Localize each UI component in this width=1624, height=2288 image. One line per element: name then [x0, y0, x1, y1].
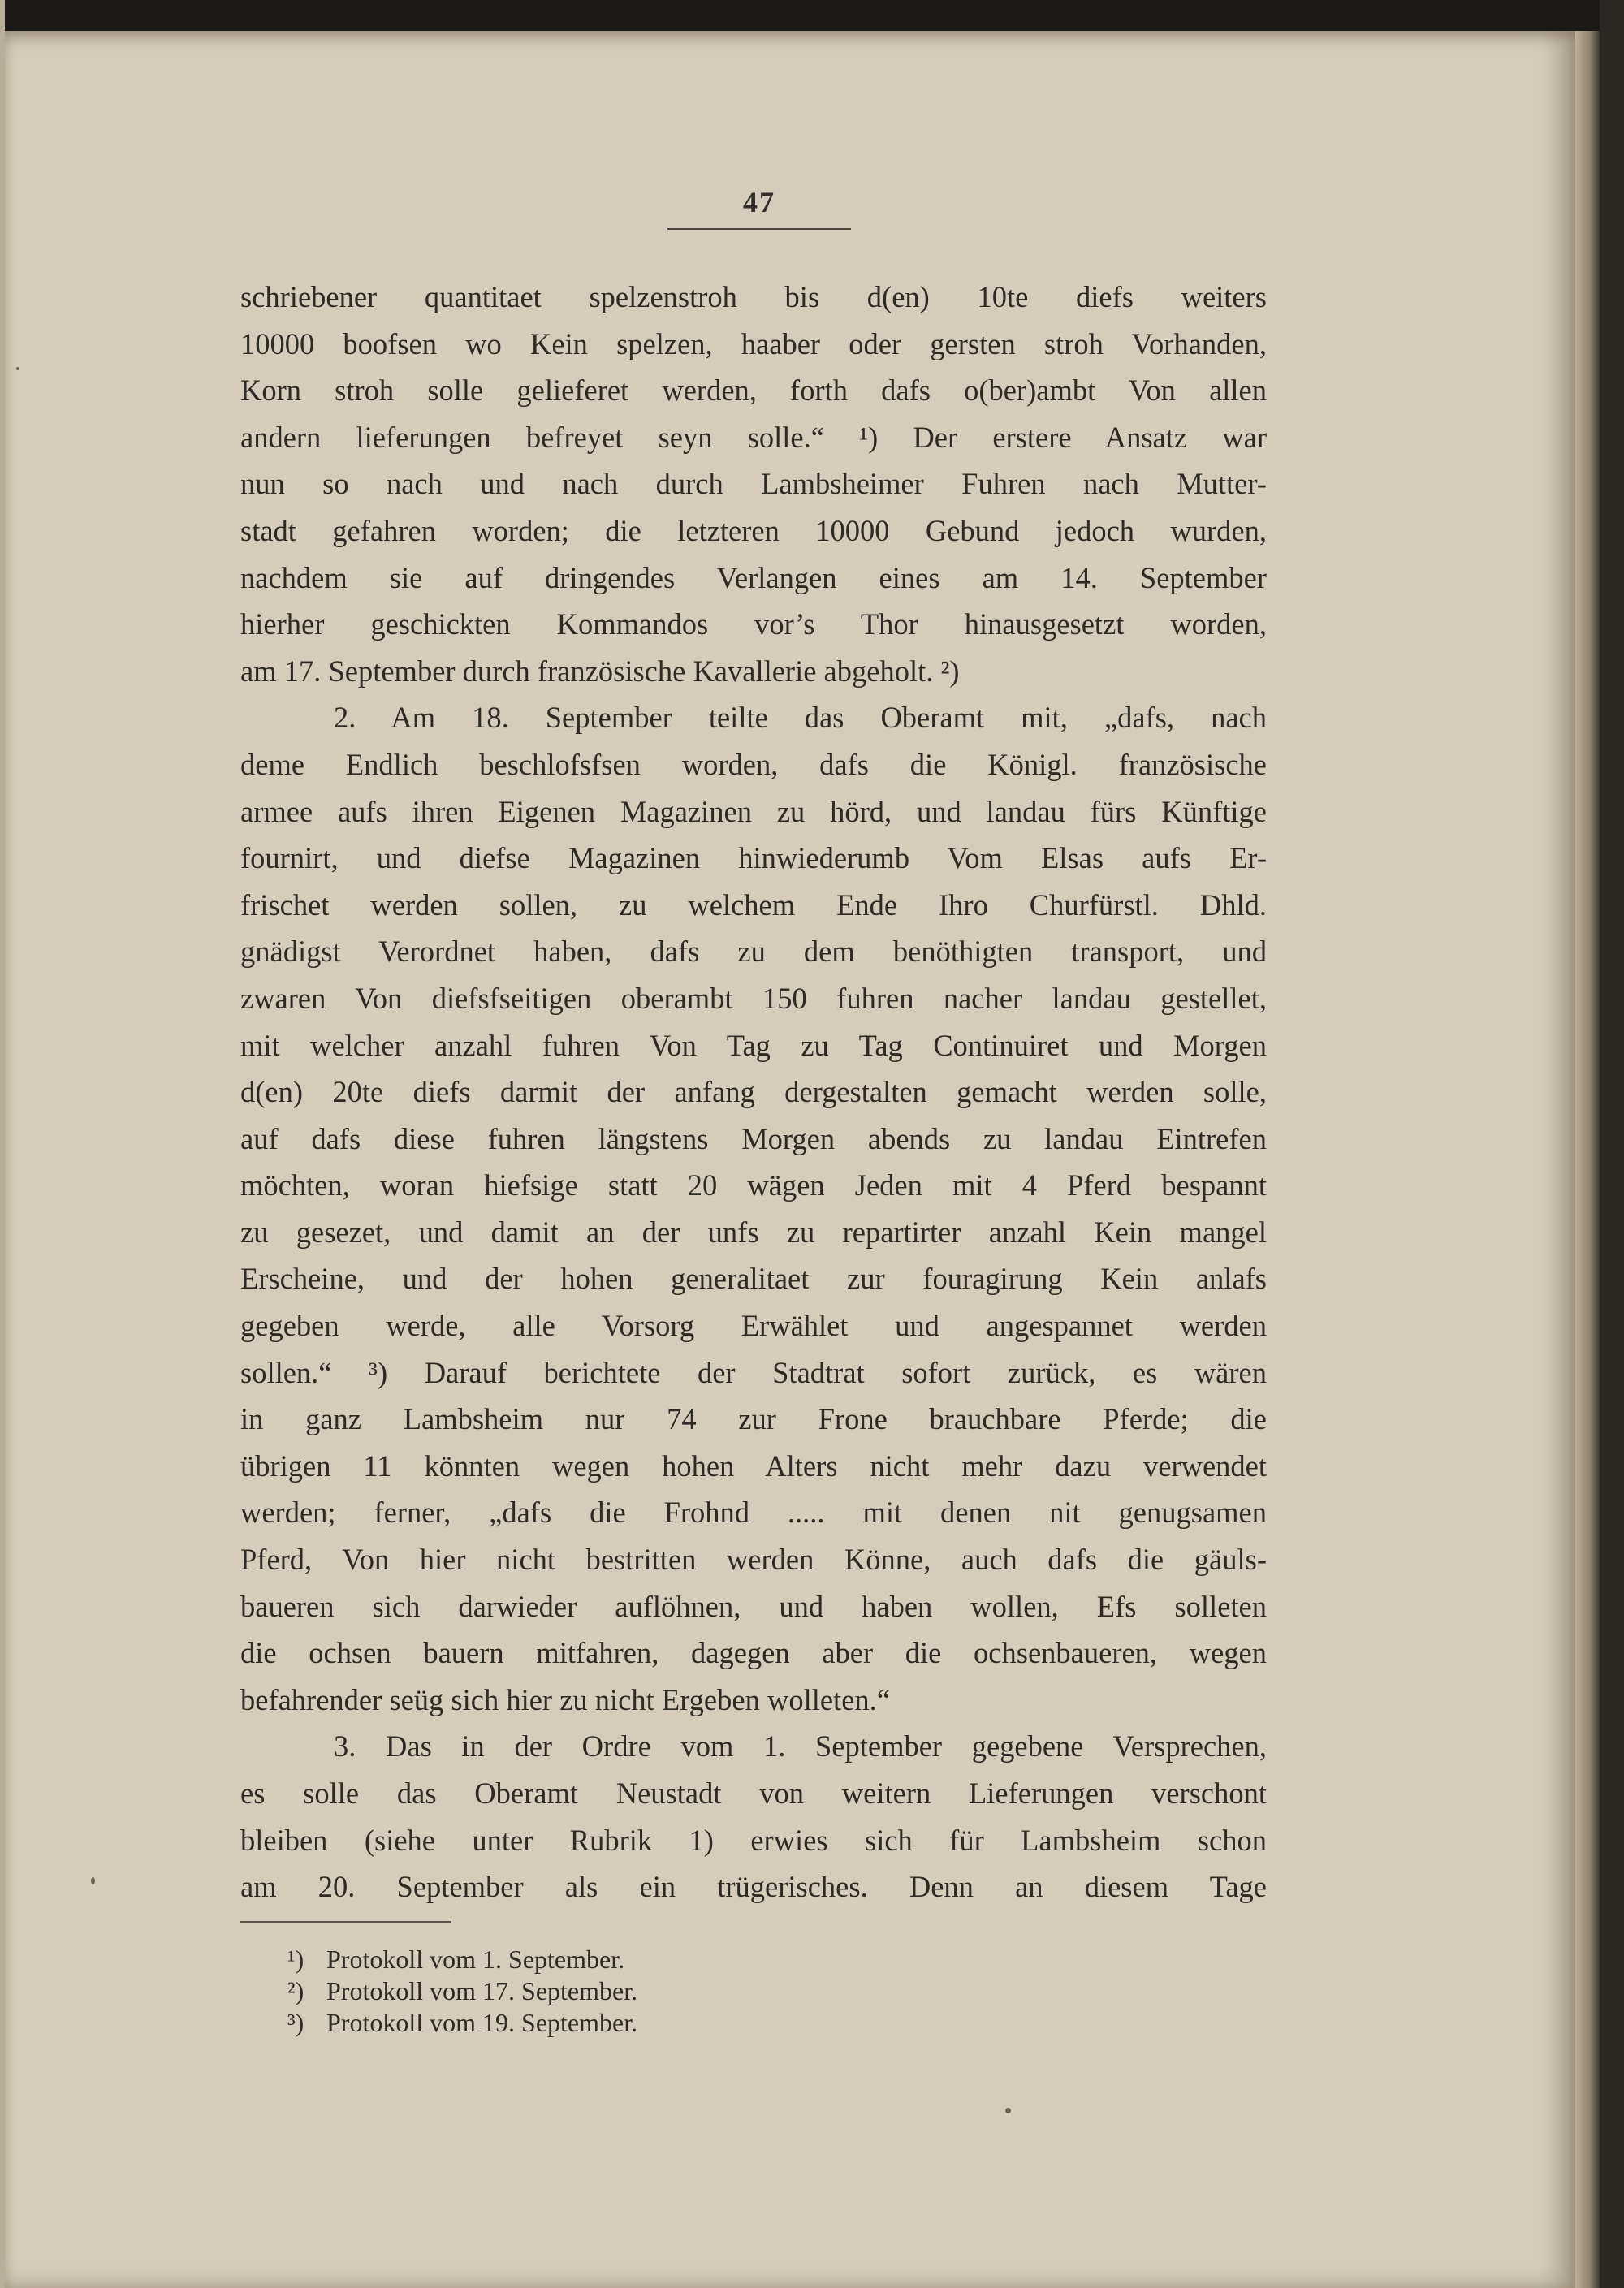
footnote — [287, 2007, 976, 2039]
footnote — [287, 1944, 976, 1975]
text-line: am 20. September als ein trügerisches. Denn an diesem Tage — [240, 1870, 1267, 1904]
page-number: 47 — [743, 186, 775, 218]
text-line: es solle das Oberamt Neustadt von weitern Lieferungen verschont — [240, 1776, 1267, 1810]
text-line: möchten, woran hiefsige statt 20 wägen Jeden mit 4 Pferd bespannt — [240, 1168, 1267, 1202]
footnote-mark: ³) — [287, 2008, 304, 2037]
text-line: schriebener quantitaet spelzenstroh bis d(en) 10te diefs weiters — [240, 280, 1267, 313]
text-line: nun so nach und nach durch Lambsheimer Fuhren nach Mutter- — [240, 467, 1267, 501]
text-line: 3. Das in der Ordre vom 1. September gegebene Versprechen, — [334, 1729, 1267, 1763]
text-line: stadt gefahren worden; die letzteren 10000 Gebund jedoch wurden, — [240, 513, 1267, 547]
text-line: befahrender seüg sich hier zu nicht Ergeben wolleten.“ — [240, 1682, 890, 1716]
text-line: Erscheine, und der hohen generalitaet zur fouragirung Kein anlafs — [240, 1262, 1267, 1296]
footnote-rule — [240, 1921, 451, 1923]
text-line: in ganz Lambsheim nur 74 zur Frone brauchbare Pferde; die — [240, 1402, 1267, 1436]
text-line: sollen.“ ³) Darauf berichtete der Stadtrat sofort zurück, es wären — [240, 1355, 1267, 1389]
footnote-text: Protokoll vom 1. September. — [326, 1945, 625, 1974]
text-line: deme Endlich beschlofsfsen worden, dafs die Königl. französische — [240, 747, 1267, 781]
footnote-mark: ¹) — [287, 1945, 304, 1974]
text-line: fournirt, und diefse Magazinen hinwiederumb Vom Elsas aufs Er- — [240, 841, 1267, 875]
page-edge-shadow — [1575, 31, 1600, 2288]
header-rule — [667, 228, 851, 230]
text-line: armee aufs ihren Eigenen Magazinen zu hörd, und landau fürs Künftige — [240, 794, 1267, 828]
text-line: bleiben (siehe unter Rubrik 1) erwies sich für Lambsheim schon — [240, 1823, 1267, 1857]
text-line: mit welcher anzahl fuhren Von Tag zu Tag Continuiret und Morgen — [240, 1028, 1267, 1062]
text-line: übrigen 11 könnten wegen hohen Alters nicht mehr dazu verwendet — [240, 1448, 1267, 1483]
text-line: andern lieferungen befreyet seyn solle.“ ¹) Der erstere Ansatz war — [240, 420, 1267, 454]
scan-frame-top — [0, 0, 1624, 31]
text-line: d(en) 20te diefs darmit der anfang dergestalten gemacht werden solle, — [240, 1075, 1267, 1109]
paragraph — [240, 694, 1267, 1723]
body-text — [240, 274, 1267, 1910]
footnote-mark: ²) — [287, 1976, 304, 2005]
scan-speck — [91, 1877, 95, 1884]
footnote-text: Protokoll vom 19. September. — [326, 2008, 638, 2037]
scan-speck — [16, 367, 19, 370]
paragraph — [240, 1723, 1267, 1910]
text-line: Pferd, Von hier nicht bestritten werden Könne, auch dafs die gäuls- — [240, 1543, 1267, 1577]
text-line: am 17. September durch französische Kavallerie abgeholt. ²) — [240, 654, 960, 688]
scan-frame-right — [1600, 0, 1624, 2288]
text-line: Korn stroh solle gelieferet werden, forth dafs o(ber)ambt Von allen — [240, 373, 1267, 408]
text-line: werden; ferner, „dafs die Frohnd ..... mit denen nit genugsamen — [240, 1496, 1267, 1530]
text-line: hierher geschickten Kommandos vor’s Thor hinausgesetzt worden, — [240, 607, 1267, 641]
text-line: 2. Am 18. September teilte das Oberamt mit, „dafs, nach — [334, 701, 1267, 735]
text-line: baueren sich darwieder auflöhnen, und haben wollen, Efs solleten — [240, 1589, 1267, 1623]
text-line: nachdem sie auf dringendes Verlangen eines am 14. September — [240, 560, 1267, 594]
scan-speck — [1005, 2108, 1011, 2113]
text-line: gegeben werde, alle Vorsorg Erwählet und angespannet werden — [240, 1309, 1267, 1343]
text-line: auf dafs diese fuhren längstens Morgen abends zu landau Eintrefen — [240, 1121, 1267, 1155]
text-line: gnädigst Verordnet haben, dafs zu dem benöthigten transport, und — [240, 935, 1267, 969]
footnotes — [287, 1944, 976, 2039]
text-line: die ochsen bauern mitfahren, dagegen aber die ochsenbaueren, wegen — [240, 1636, 1267, 1670]
text-line: 10000 boofsen wo Kein spelzen, haaber oder gersten stroh Vorhanden, — [240, 326, 1267, 360]
footnote — [287, 1975, 976, 2007]
text-line: frischet werden sollen, zu welchem Ende Ihro Churfürstl. Dhld. — [240, 887, 1267, 922]
paragraph — [240, 274, 1267, 694]
text-line: zu gesezet, und damit an der unfs zu repartirter anzahl Kein mangel — [240, 1215, 1267, 1249]
text-line: zwaren Von diefsfseitigen oberambt 150 fuhren nacher landau gestellet, — [240, 981, 1267, 1015]
footnote-text: Protokoll vom 17. September. — [326, 1976, 638, 2005]
